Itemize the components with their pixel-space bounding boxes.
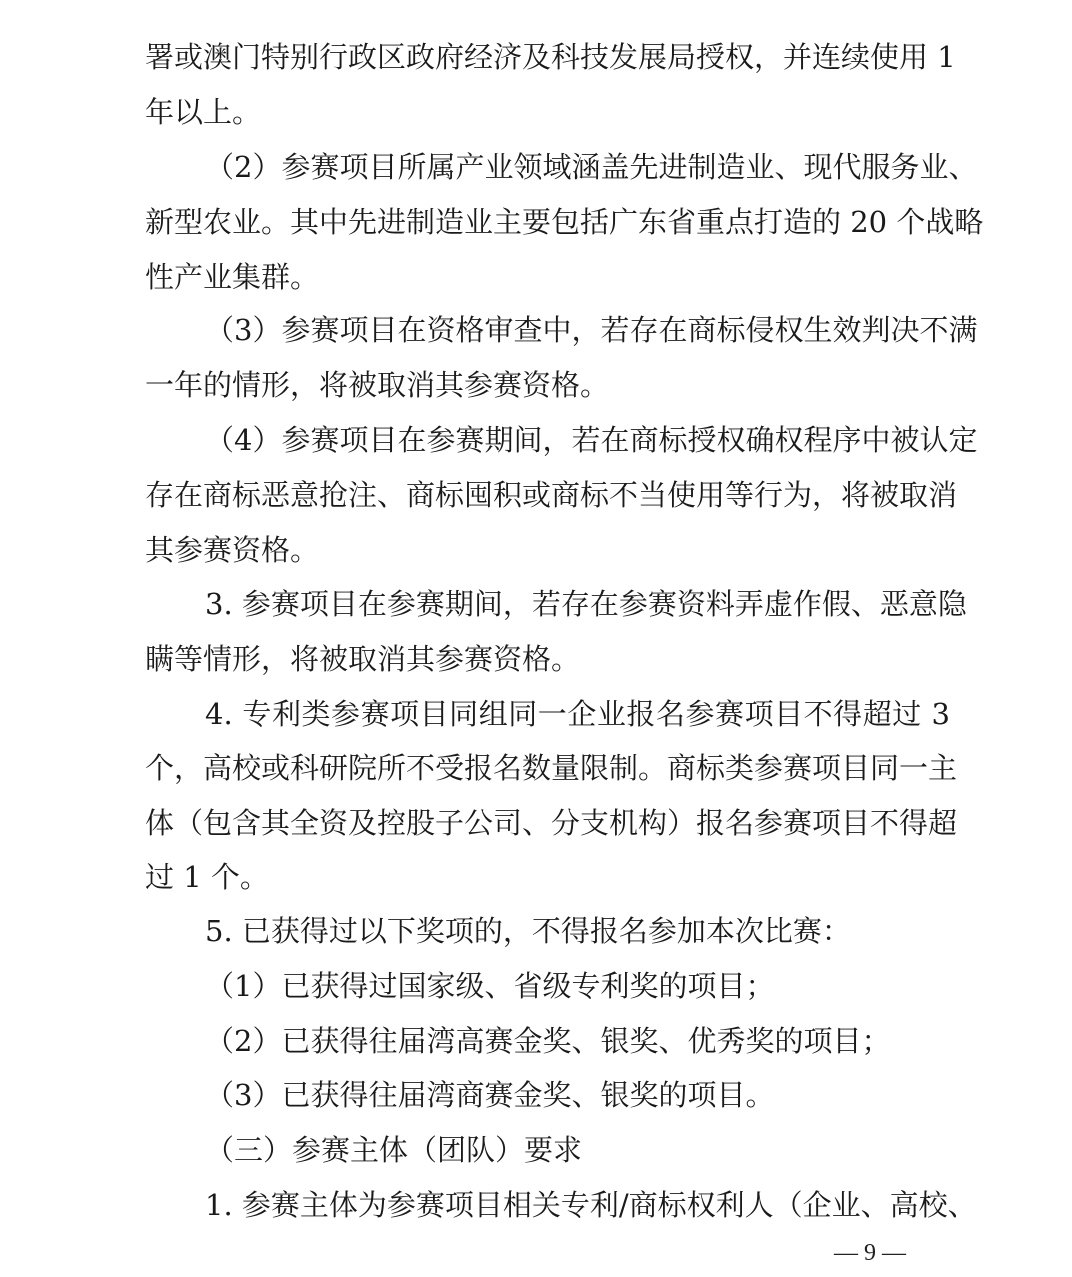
paragraph-first-line: 4. 专利类参赛项目同组同一企业报名参赛项目不得超过 3 [205,697,950,731]
list-item: （2）已获得往届湾高赛金奖、银奖、优秀奖的项目； [205,1024,891,1058]
page-number: — 9 — [834,1240,906,1266]
paragraph-first-line: （2）参赛项目所属产业领域涵盖先进制造业、现代服务业、 [205,150,978,184]
list-item: （1）已获得过国家级、省级专利奖的项目； [205,969,775,1003]
text-line: 一年的情形，将被取消其参赛资格。 [145,368,610,402]
text-line: 存在商标恶意抢注、商标囤积或商标不当使用等行为，将被取消 [145,478,958,512]
text-line: 其参赛资格。 [145,533,320,567]
paragraph-first-line: （3）参赛项目在资格审查中，若存在商标侵权生效判决不满 [205,313,978,347]
paragraph-first-line: 1. 参赛主体为参赛项目相关专利/商标权利人（企业、高校、 [205,1188,977,1222]
text-line: 个，高校或科研院所不受报名数量限制。商标类参赛项目同一主 [145,751,958,785]
text-line: 过 1 个。 [145,860,269,894]
paragraph-first-line: 3. 参赛项目在参赛期间，若存在参赛资料弄虚作假、恶意隐 [205,587,967,621]
text-line: 性产业集群。 [145,260,320,294]
paragraph-first-line: 5. 已获得过以下奖项的，不得报名参加本次比赛： [205,914,851,948]
text-line: 新型农业。其中先进制造业主要包括广东省重点打造的 20 个战略 [145,205,984,239]
list-item: （3）已获得往届湾商赛金奖、银奖的项目。 [205,1078,775,1112]
section-heading: （三）参赛主体（团队）要求 [205,1133,583,1167]
paragraph-first-line: （4）参赛项目在参赛期间，若在商标授权确权程序中被认定 [205,423,978,457]
text-line: 年以上。 [145,95,262,129]
text-line: 署或澳门特别行政区政府经济及科技发展局授权，并连续使用 1 [145,40,956,74]
text-line: 体（包含其全资及控股子公司、分支机构）报名参赛项目不得超 [145,806,958,840]
text-line: 瞒等情形，将被取消其参赛资格。 [145,642,581,676]
